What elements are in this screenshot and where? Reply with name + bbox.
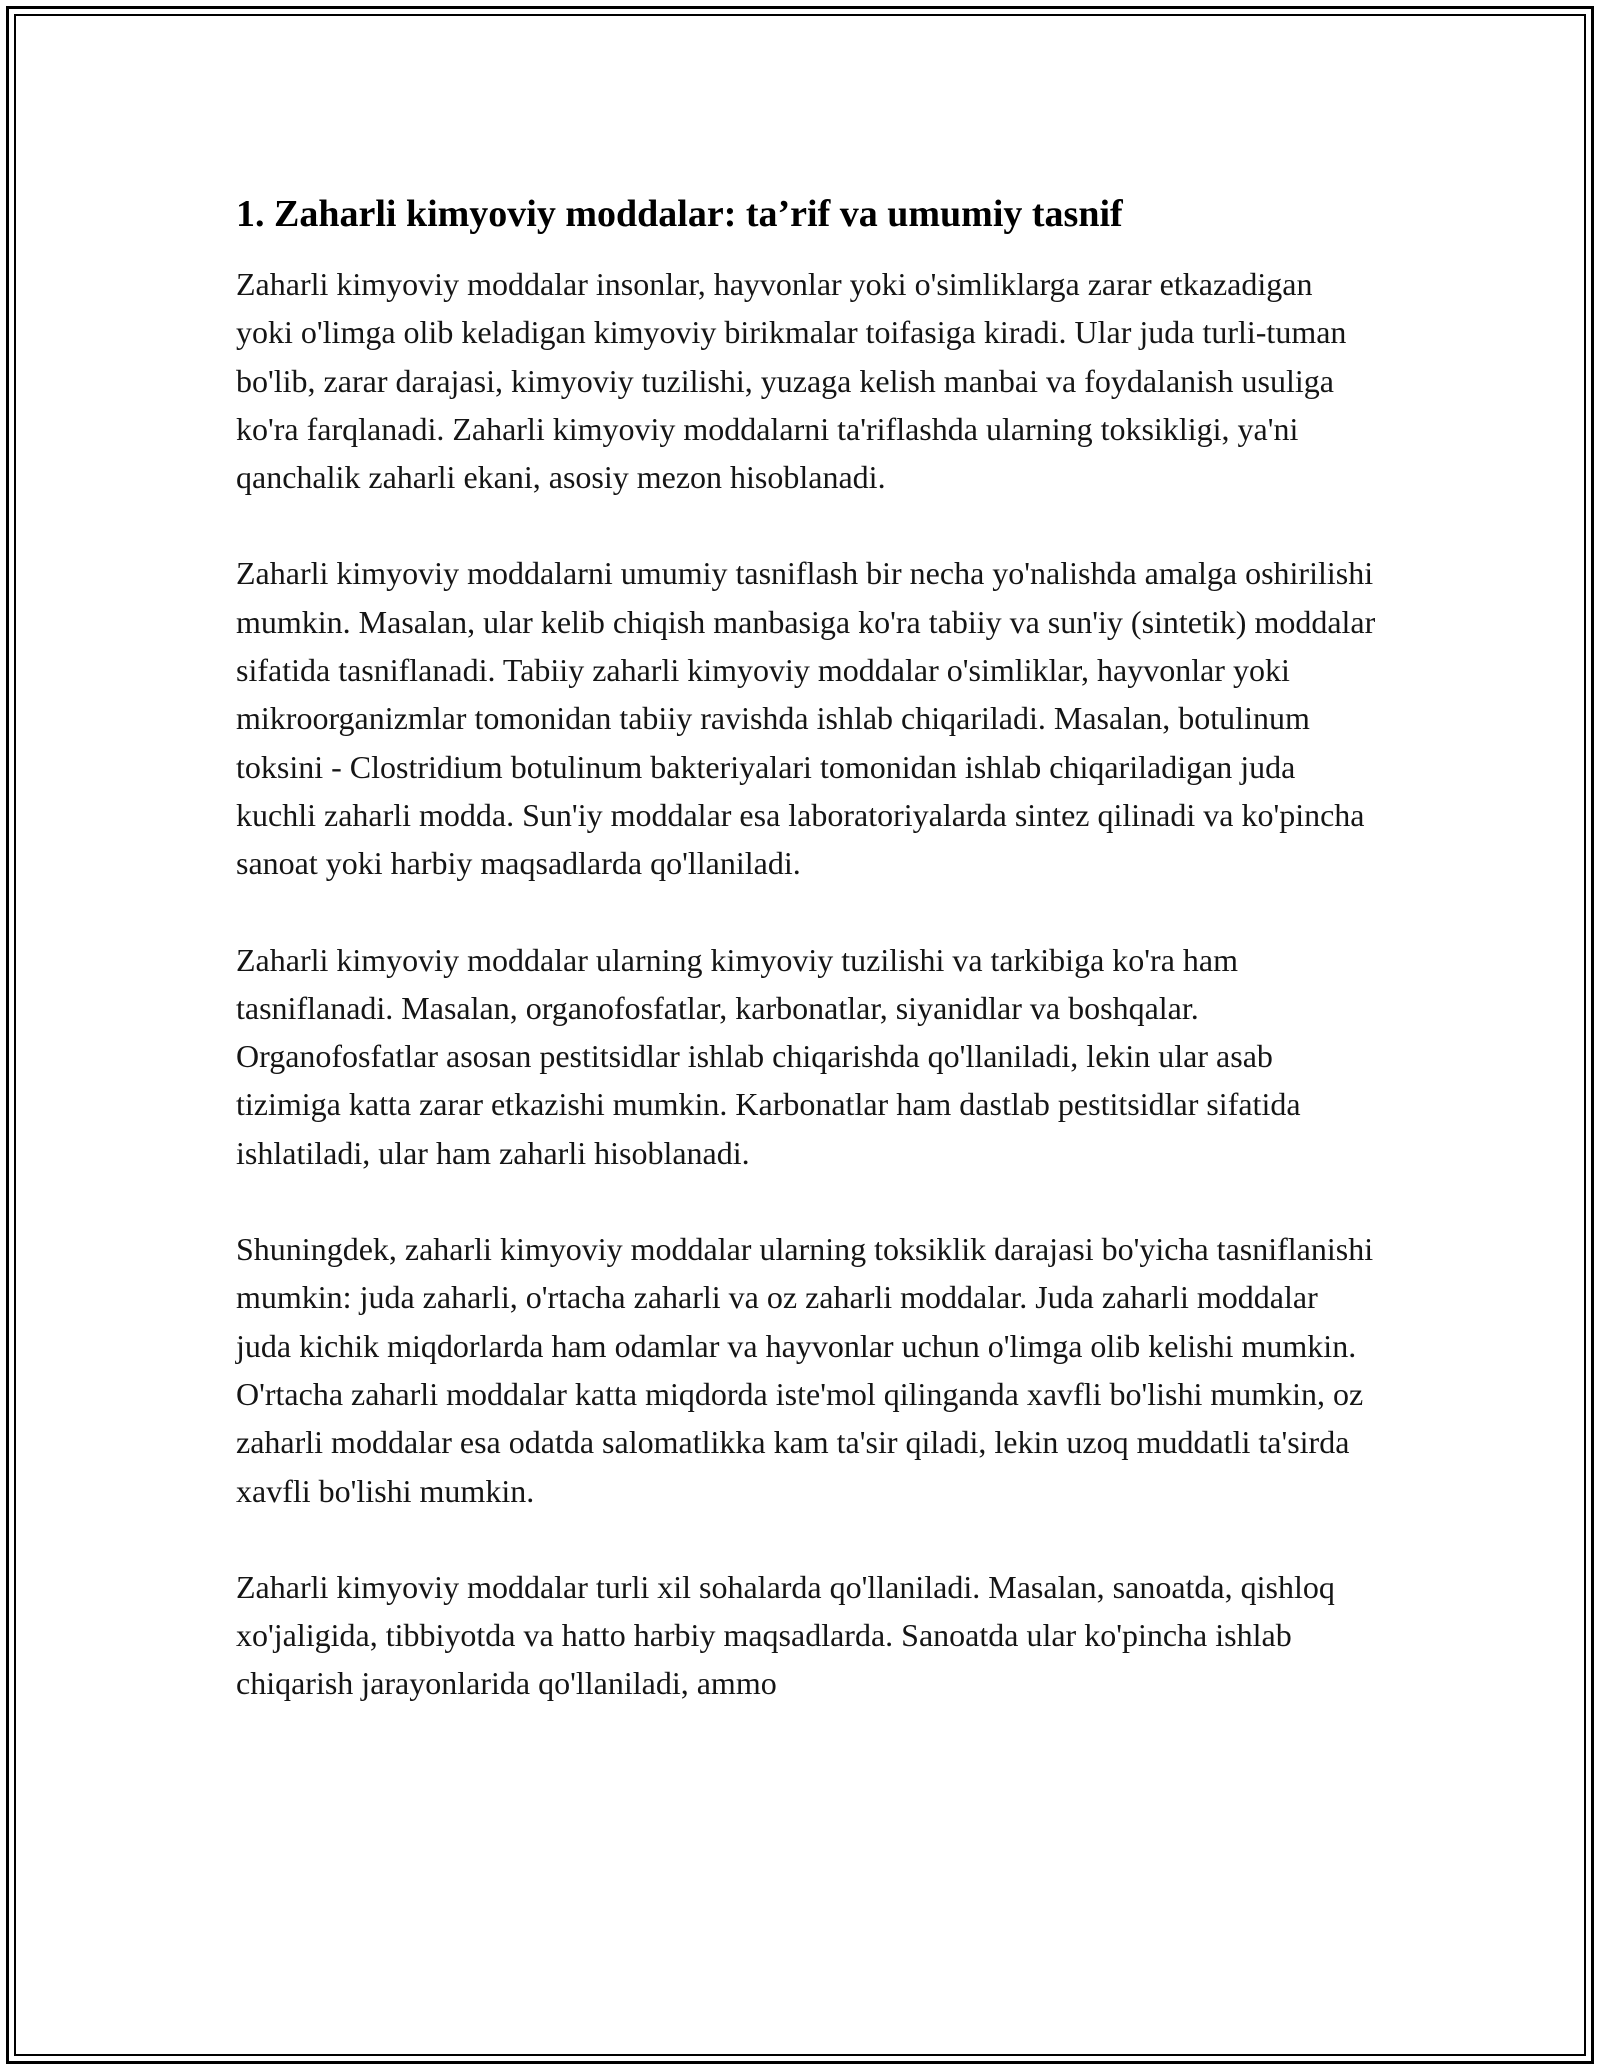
section-heading: 1. Zaharli kimyoviy moddalar: ta’rif va umumiy tasnif (236, 193, 1123, 235)
document-body (236, 188, 1376, 1756)
paragraph-toxicity-classification: Shuningdek, zaharli kimyoviy moddalar ularning toksiklik darajasi bo'yicha tasniflanishi mumkin: juda zaharli, o'rtacha zaharli va oz zaharli moddalar. Juda zaharli moddalar juda kichik miqdorlarda ham odamlar va hayvonlar uchun o'limga olib kelishi mumkin. O'rtacha zaharli moddalar katta miqdorda iste'mol qilinganda xavfli bo'lishi mumkin, oz zaharli moddalar esa odatda salomatlikka kam ta'sir qiladi, lekin uzoq muddatli ta'sirda xavfli bo'lishi mumkin. (236, 1231, 1374, 1509)
paragraph-applications: Zaharli kimyoviy moddalar turli xil sohalarda qo'llaniladi. Masalan, sanoatda, qishloq xo'jaligida, tibbiyotda va hatto harbiy maqsadlarda. Sanoatda ular ko'pincha ishlab chiqarish jarayonlarida qo'llaniladi, ammo (236, 1568, 1335, 1702)
paragraph-definition: Zaharli kimyoviy moddalar insonlar, hayvonlar yoki o'simliklarga zarar etkazadigan yoki o'limga olib keladigan kimyoviy birikmalar toifasiga kiradi. Ular juda turli-tuman bo'lib, zarar darajasi, kimyoviy tuzilishi, yuzaga kelish manbai va foydalanish usuliga ko'ra farqlanadi. Zaharli kimyoviy moddalarni ta'riflashda ularning toksikligi, ya'ni qanchalik zaharli ekani, asosiy mezon hisoblanadi. (236, 266, 1347, 496)
paragraph-structure-classification: Zaharli kimyoviy moddalar ularning kimyoviy tuzilishi va tarkibiga ko'ra ham tasniflanadi. Masalan, organofosfatlar, karbonatlar, siyanidlar va boshqalar. Organofosfatlar asosan pestitsidlar ishlab chiqarishda qo'llaniladi, lekin ular asab tizimiga katta zarar etkazishi mumkin. Karbonatlar ham dastlab pestitsidlar sifatida ishlatiladi, ular ham zaharli hisoblanadi. (236, 941, 1301, 1171)
paragraph-origin-classification: Zaharli kimyoviy moddalarni umumiy tasniflash bir necha yo'nalishda amalga oshirilishi mumkin. Masalan, ular kelib chiqish manbasiga ko'ra tabiiy va sun'iy (sintetik) moddalar sifatida tasniflanadi. Tabiiy zaharli kimyoviy moddalar o'simliklar, hayvonlar yoki mikroorganizmlar tomonidan tabiiy ravishda ishlab chiqariladi. Masalan, botulinum toksini - Clostridium botulinum bakteriyalari tomonidan ishlab chiqariladigan juda kuchli zaharli modda. Sun'iy moddalar esa laboratoriyalarda sintez qilinadi va ko'pincha sanoat yoki harbiy maqsadlarda qo'llaniladi. (236, 555, 1376, 882)
